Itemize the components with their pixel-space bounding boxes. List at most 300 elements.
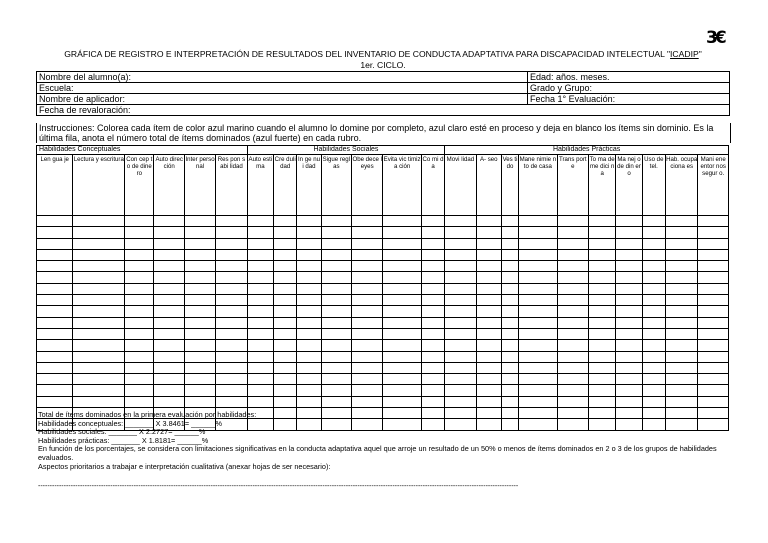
grid-cell[interactable] bbox=[665, 362, 697, 373]
grid-cell[interactable] bbox=[352, 306, 383, 317]
applicator-field[interactable]: Nombre de aplicador: bbox=[37, 94, 528, 105]
grid-cell[interactable] bbox=[216, 238, 247, 249]
grid-cell[interactable] bbox=[642, 249, 665, 260]
grid-cell[interactable] bbox=[665, 261, 697, 272]
grid-cell[interactable] bbox=[184, 249, 215, 260]
grid-cell[interactable] bbox=[476, 216, 501, 227]
grid-cell[interactable] bbox=[642, 351, 665, 362]
grid-cell[interactable] bbox=[421, 362, 444, 373]
answer-line[interactable]: -------------------------------------------------------------------------------------------------------------------------------------------------------------------------------------------------------------- bbox=[38, 483, 519, 490]
grid-cell[interactable] bbox=[665, 238, 697, 249]
grid-cell[interactable] bbox=[519, 216, 557, 227]
grid-cell[interactable] bbox=[557, 374, 588, 385]
grid-cell[interactable] bbox=[154, 317, 184, 328]
grid-cell[interactable] bbox=[589, 396, 616, 407]
grid-cell[interactable] bbox=[642, 396, 665, 407]
grid-cell[interactable] bbox=[616, 328, 642, 339]
grid-cell[interactable] bbox=[297, 227, 321, 238]
grid-cell[interactable] bbox=[383, 385, 421, 396]
grid-cell[interactable] bbox=[501, 283, 518, 294]
grid-cell[interactable] bbox=[184, 328, 215, 339]
grid-cell[interactable] bbox=[501, 317, 518, 328]
grid-cell[interactable] bbox=[274, 340, 297, 351]
grid-cell[interactable] bbox=[247, 374, 273, 385]
grid-cell[interactable] bbox=[476, 249, 501, 260]
grid-cell[interactable] bbox=[501, 374, 518, 385]
grid-cell[interactable] bbox=[73, 238, 125, 249]
grid-cell[interactable] bbox=[642, 261, 665, 272]
grid-cell[interactable] bbox=[421, 238, 444, 249]
grid-cell[interactable] bbox=[557, 340, 588, 351]
grid-cell[interactable] bbox=[642, 227, 665, 238]
grid-cell[interactable] bbox=[501, 306, 518, 317]
grid-cell[interactable] bbox=[383, 272, 421, 283]
grid-cell[interactable] bbox=[37, 295, 73, 306]
grid-cell[interactable] bbox=[557, 385, 588, 396]
grid-cell[interactable] bbox=[274, 374, 297, 385]
grid-cell[interactable] bbox=[297, 238, 321, 249]
grid-cell[interactable] bbox=[247, 351, 273, 362]
grade-group-field[interactable]: Grado y Grupo: bbox=[528, 83, 730, 94]
grid-cell[interactable] bbox=[297, 216, 321, 227]
grid-cell[interactable] bbox=[154, 249, 184, 260]
grid-cell[interactable] bbox=[519, 351, 557, 362]
grid-cell[interactable] bbox=[519, 362, 557, 373]
grid-cell[interactable] bbox=[698, 374, 729, 385]
grid-cell[interactable] bbox=[216, 340, 247, 351]
grid-cell[interactable] bbox=[557, 362, 588, 373]
grid-cell[interactable] bbox=[73, 261, 125, 272]
grid-cell[interactable] bbox=[616, 272, 642, 283]
grid-cell[interactable] bbox=[352, 238, 383, 249]
grid-cell[interactable] bbox=[125, 362, 154, 373]
grid-cell[interactable] bbox=[125, 351, 154, 362]
grid-cell[interactable] bbox=[73, 306, 125, 317]
grid-cell[interactable] bbox=[297, 283, 321, 294]
grid-cell[interactable] bbox=[125, 385, 154, 396]
grid-cell[interactable] bbox=[476, 362, 501, 373]
grid-cell[interactable] bbox=[557, 261, 588, 272]
grid-cell[interactable] bbox=[589, 249, 616, 260]
grid-cell[interactable] bbox=[247, 272, 273, 283]
grid-cell[interactable] bbox=[519, 283, 557, 294]
grid-cell[interactable] bbox=[589, 272, 616, 283]
grid-cell[interactable] bbox=[352, 227, 383, 238]
grid-cell[interactable] bbox=[352, 283, 383, 294]
grid-cell[interactable] bbox=[421, 351, 444, 362]
grid-cell[interactable] bbox=[642, 216, 665, 227]
grid-cell[interactable] bbox=[184, 216, 215, 227]
grid-cell[interactable] bbox=[216, 351, 247, 362]
grid-cell[interactable] bbox=[557, 328, 588, 339]
grid-cell[interactable] bbox=[274, 249, 297, 260]
grid-cell[interactable] bbox=[73, 362, 125, 373]
grid-cell[interactable] bbox=[37, 238, 73, 249]
grid-cell[interactable] bbox=[297, 261, 321, 272]
grid-cell[interactable] bbox=[589, 385, 616, 396]
grid-cell[interactable] bbox=[274, 351, 297, 362]
grid-cell[interactable] bbox=[321, 261, 351, 272]
grid-cell[interactable] bbox=[665, 328, 697, 339]
grid-cell[interactable] bbox=[698, 261, 729, 272]
grid-cell[interactable] bbox=[216, 306, 247, 317]
grid-cell[interactable] bbox=[557, 306, 588, 317]
grid-cell[interactable] bbox=[274, 317, 297, 328]
grid-cell[interactable] bbox=[73, 317, 125, 328]
grid-cell[interactable] bbox=[321, 396, 351, 407]
grid-cell[interactable] bbox=[321, 216, 351, 227]
grid-cell[interactable] bbox=[445, 283, 476, 294]
grid-cell[interactable] bbox=[421, 295, 444, 306]
grid-cell[interactable] bbox=[476, 328, 501, 339]
grid-cell[interactable] bbox=[216, 396, 247, 407]
grid-cell[interactable] bbox=[616, 216, 642, 227]
grid-cell[interactable] bbox=[184, 362, 215, 373]
grid-cell[interactable] bbox=[73, 374, 125, 385]
grid-cell[interactable] bbox=[383, 227, 421, 238]
grid-cell[interactable] bbox=[154, 306, 184, 317]
grid-cell[interactable] bbox=[154, 340, 184, 351]
grid-cell[interactable] bbox=[184, 295, 215, 306]
grid-cell[interactable] bbox=[501, 227, 518, 238]
grid-cell[interactable] bbox=[616, 340, 642, 351]
grid-cell[interactable] bbox=[37, 374, 73, 385]
grid-cell[interactable] bbox=[383, 362, 421, 373]
grid-cell[interactable] bbox=[665, 396, 697, 407]
grid-cell[interactable] bbox=[184, 283, 215, 294]
grid-cell[interactable] bbox=[421, 249, 444, 260]
grid-cell[interactable] bbox=[37, 283, 73, 294]
grid-cell[interactable] bbox=[642, 362, 665, 373]
grid-cell[interactable] bbox=[125, 317, 154, 328]
grid-cell[interactable] bbox=[698, 227, 729, 238]
grid-cell[interactable] bbox=[501, 351, 518, 362]
grid-cell[interactable] bbox=[184, 272, 215, 283]
grid-cell[interactable] bbox=[519, 374, 557, 385]
social-calc[interactable]: Habilidades sociales: _______ X 2.2727= ______% bbox=[38, 427, 206, 437]
grid-cell[interactable] bbox=[501, 238, 518, 249]
grid-cell[interactable] bbox=[125, 249, 154, 260]
grid-cell[interactable] bbox=[476, 306, 501, 317]
grid-cell[interactable] bbox=[476, 295, 501, 306]
grid-cell[interactable] bbox=[297, 351, 321, 362]
grid-cell[interactable] bbox=[665, 272, 697, 283]
grid-cell[interactable] bbox=[125, 295, 154, 306]
grid-cell[interactable] bbox=[616, 238, 642, 249]
grid-cell[interactable] bbox=[445, 351, 476, 362]
grid-cell[interactable] bbox=[421, 283, 444, 294]
grid-cell[interactable] bbox=[383, 261, 421, 272]
grid-cell[interactable] bbox=[352, 362, 383, 373]
grid-cell[interactable] bbox=[557, 295, 588, 306]
grid-cell[interactable] bbox=[421, 340, 444, 351]
grid-cell[interactable] bbox=[445, 306, 476, 317]
grid-cell[interactable] bbox=[216, 317, 247, 328]
grid-cell[interactable] bbox=[445, 216, 476, 227]
grid-cell[interactable] bbox=[557, 351, 588, 362]
grid-cell[interactable] bbox=[154, 328, 184, 339]
grid-cell[interactable] bbox=[589, 306, 616, 317]
grid-cell[interactable] bbox=[184, 385, 215, 396]
grid-cell[interactable] bbox=[216, 283, 247, 294]
grid-cell[interactable] bbox=[616, 295, 642, 306]
grid-cell[interactable] bbox=[125, 227, 154, 238]
grid-cell[interactable] bbox=[352, 295, 383, 306]
grid-cell[interactable] bbox=[216, 272, 247, 283]
grid-cell[interactable] bbox=[297, 317, 321, 328]
grid-cell[interactable] bbox=[557, 317, 588, 328]
grid-cell[interactable] bbox=[476, 340, 501, 351]
grid-cell[interactable] bbox=[274, 227, 297, 238]
grid-cell[interactable] bbox=[321, 306, 351, 317]
grid-cell[interactable] bbox=[216, 216, 247, 227]
grid-cell[interactable] bbox=[216, 385, 247, 396]
grid-cell[interactable] bbox=[616, 261, 642, 272]
grid-cell[interactable] bbox=[421, 317, 444, 328]
grid-cell[interactable] bbox=[274, 385, 297, 396]
grid-cell[interactable] bbox=[383, 351, 421, 362]
grid-cell[interactable] bbox=[297, 385, 321, 396]
grid-cell[interactable] bbox=[476, 317, 501, 328]
grid-cell[interactable] bbox=[352, 351, 383, 362]
grid-cell[interactable] bbox=[297, 362, 321, 373]
grid-cell[interactable] bbox=[154, 216, 184, 227]
grid-cell[interactable] bbox=[321, 385, 351, 396]
grid-cell[interactable] bbox=[154, 396, 184, 407]
grid-cell[interactable] bbox=[445, 249, 476, 260]
grid-cell[interactable] bbox=[421, 385, 444, 396]
grid-cell[interactable] bbox=[445, 328, 476, 339]
grid-cell[interactable] bbox=[321, 351, 351, 362]
grid-cell[interactable] bbox=[501, 328, 518, 339]
grid-cell[interactable] bbox=[154, 385, 184, 396]
grid-cell[interactable] bbox=[37, 362, 73, 373]
grid-cell[interactable] bbox=[642, 340, 665, 351]
grid-cell[interactable] bbox=[274, 283, 297, 294]
grid-cell[interactable] bbox=[125, 238, 154, 249]
grid-cell[interactable] bbox=[125, 396, 154, 407]
grid-cell[interactable] bbox=[247, 362, 273, 373]
grid-cell[interactable] bbox=[321, 340, 351, 351]
grid-cell[interactable] bbox=[274, 306, 297, 317]
grid-cell[interactable] bbox=[184, 351, 215, 362]
grid-cell[interactable] bbox=[501, 261, 518, 272]
grid-cell[interactable] bbox=[421, 396, 444, 407]
grid-cell[interactable] bbox=[665, 249, 697, 260]
grid-cell[interactable] bbox=[125, 328, 154, 339]
grid-cell[interactable] bbox=[589, 362, 616, 373]
grid-cell[interactable] bbox=[519, 272, 557, 283]
grid-cell[interactable] bbox=[501, 340, 518, 351]
grid-cell[interactable] bbox=[383, 295, 421, 306]
grid-cell[interactable] bbox=[476, 238, 501, 249]
grid-cell[interactable] bbox=[445, 374, 476, 385]
grid-cell[interactable] bbox=[37, 328, 73, 339]
grid-cell[interactable] bbox=[247, 385, 273, 396]
grid-cell[interactable] bbox=[665, 295, 697, 306]
student-name-field[interactable]: Nombre del alumno(a): bbox=[37, 72, 528, 83]
grid-cell[interactable] bbox=[352, 385, 383, 396]
grid-cell[interactable] bbox=[73, 351, 125, 362]
grid-cell[interactable] bbox=[698, 340, 729, 351]
grid-cell[interactable] bbox=[519, 317, 557, 328]
grid-cell[interactable] bbox=[501, 396, 518, 407]
grid-cell[interactable] bbox=[383, 317, 421, 328]
grid-cell[interactable] bbox=[501, 216, 518, 227]
grid-cell[interactable] bbox=[616, 396, 642, 407]
grid-cell[interactable] bbox=[297, 272, 321, 283]
grid-cell[interactable] bbox=[321, 317, 351, 328]
grid-cell[interactable] bbox=[321, 249, 351, 260]
grid-cell[interactable] bbox=[665, 351, 697, 362]
grid-cell[interactable] bbox=[589, 261, 616, 272]
school-field[interactable]: Escuela: bbox=[37, 83, 528, 94]
grid-cell[interactable] bbox=[352, 216, 383, 227]
grid-cell[interactable] bbox=[589, 351, 616, 362]
grid-cell[interactable] bbox=[383, 249, 421, 260]
grid-cell[interactable] bbox=[125, 272, 154, 283]
grid-cell[interactable] bbox=[445, 238, 476, 249]
grid-cell[interactable] bbox=[616, 374, 642, 385]
grid-cell[interactable] bbox=[247, 340, 273, 351]
grid-cell[interactable] bbox=[698, 238, 729, 249]
grid-cell[interactable] bbox=[37, 385, 73, 396]
grid-cell[interactable] bbox=[665, 227, 697, 238]
grid-cell[interactable] bbox=[297, 374, 321, 385]
grid-cell[interactable] bbox=[383, 340, 421, 351]
grid-cell[interactable] bbox=[589, 374, 616, 385]
grid-cell[interactable] bbox=[642, 272, 665, 283]
grid-cell[interactable] bbox=[476, 351, 501, 362]
grid-cell[interactable] bbox=[642, 385, 665, 396]
grid-cell[interactable] bbox=[274, 238, 297, 249]
grid-cell[interactable] bbox=[274, 261, 297, 272]
grid-cell[interactable] bbox=[642, 317, 665, 328]
grid-cell[interactable] bbox=[519, 306, 557, 317]
grid-cell[interactable] bbox=[445, 385, 476, 396]
grid-cell[interactable] bbox=[37, 317, 73, 328]
grid-cell[interactable] bbox=[589, 295, 616, 306]
grid-cell[interactable] bbox=[557, 216, 588, 227]
grid-cell[interactable] bbox=[383, 306, 421, 317]
grid-cell[interactable] bbox=[665, 340, 697, 351]
grid-cell[interactable] bbox=[445, 295, 476, 306]
grid-cell[interactable] bbox=[73, 249, 125, 260]
grid-cell[interactable] bbox=[184, 306, 215, 317]
grid-cell[interactable] bbox=[154, 283, 184, 294]
grid-cell[interactable] bbox=[154, 238, 184, 249]
grid-cell[interactable] bbox=[297, 306, 321, 317]
grid-cell[interactable] bbox=[274, 295, 297, 306]
grid-cell[interactable] bbox=[476, 227, 501, 238]
grid-cell[interactable] bbox=[642, 283, 665, 294]
grid-cell[interactable] bbox=[519, 227, 557, 238]
grid-cell[interactable] bbox=[616, 283, 642, 294]
grid-cell[interactable] bbox=[519, 328, 557, 339]
grid-cell[interactable] bbox=[642, 374, 665, 385]
grid-cell[interactable] bbox=[37, 249, 73, 260]
grid-cell[interactable] bbox=[557, 249, 588, 260]
grid-cell[interactable] bbox=[476, 272, 501, 283]
grid-cell[interactable] bbox=[37, 351, 73, 362]
grid-cell[interactable] bbox=[557, 396, 588, 407]
grid-cell[interactable] bbox=[501, 385, 518, 396]
grid-cell[interactable] bbox=[476, 396, 501, 407]
grid-cell[interactable] bbox=[519, 238, 557, 249]
grid-cell[interactable] bbox=[352, 272, 383, 283]
grid-cell[interactable] bbox=[501, 272, 518, 283]
grid-cell[interactable] bbox=[125, 261, 154, 272]
grid-cell[interactable] bbox=[297, 340, 321, 351]
grid-cell[interactable] bbox=[321, 272, 351, 283]
grid-cell[interactable] bbox=[154, 295, 184, 306]
grid-cell[interactable] bbox=[297, 328, 321, 339]
grid-cell[interactable] bbox=[642, 238, 665, 249]
grid-cell[interactable] bbox=[297, 295, 321, 306]
grid-cell[interactable] bbox=[698, 295, 729, 306]
grid-cell[interactable] bbox=[383, 374, 421, 385]
grid-cell[interactable] bbox=[445, 227, 476, 238]
grid-cell[interactable] bbox=[642, 328, 665, 339]
grid-cell[interactable] bbox=[321, 328, 351, 339]
grid-cell[interactable] bbox=[154, 351, 184, 362]
grid-cell[interactable] bbox=[589, 227, 616, 238]
grid-cell[interactable] bbox=[421, 227, 444, 238]
grid-cell[interactable] bbox=[698, 272, 729, 283]
grid-cell[interactable] bbox=[37, 306, 73, 317]
grid-cell[interactable] bbox=[698, 317, 729, 328]
grid-cell[interactable] bbox=[519, 249, 557, 260]
grid-cell[interactable] bbox=[321, 374, 351, 385]
grid-cell[interactable] bbox=[665, 283, 697, 294]
grid-cell[interactable] bbox=[125, 216, 154, 227]
grid-cell[interactable] bbox=[421, 306, 444, 317]
grid-cell[interactable] bbox=[125, 340, 154, 351]
grid-cell[interactable] bbox=[247, 283, 273, 294]
grid-cell[interactable] bbox=[125, 283, 154, 294]
grid-cell[interactable] bbox=[274, 328, 297, 339]
grid-cell[interactable] bbox=[698, 328, 729, 339]
grid-cell[interactable] bbox=[73, 340, 125, 351]
conceptual-calc[interactable]: Habilidades conceptuales: _______ X 3.8461= ______% bbox=[38, 418, 222, 428]
grid-cell[interactable] bbox=[665, 306, 697, 317]
grid-cell[interactable] bbox=[698, 283, 729, 294]
grid-cell[interactable] bbox=[589, 283, 616, 294]
grid-cell[interactable] bbox=[321, 227, 351, 238]
grid-cell[interactable] bbox=[616, 385, 642, 396]
grid-cell[interactable] bbox=[184, 396, 215, 407]
grid-cell[interactable] bbox=[37, 227, 73, 238]
grid-cell[interactable] bbox=[445, 272, 476, 283]
grid-cell[interactable] bbox=[154, 261, 184, 272]
grid-cell[interactable] bbox=[445, 317, 476, 328]
grid-cell[interactable] bbox=[184, 340, 215, 351]
grid-cell[interactable] bbox=[247, 396, 273, 407]
grid-cell[interactable] bbox=[73, 328, 125, 339]
grid-cell[interactable] bbox=[665, 385, 697, 396]
grid-cell[interactable] bbox=[589, 317, 616, 328]
grid-cell[interactable] bbox=[154, 227, 184, 238]
grid-cell[interactable] bbox=[665, 216, 697, 227]
grid-cell[interactable] bbox=[216, 374, 247, 385]
grid-cell[interactable] bbox=[589, 340, 616, 351]
grid-cell[interactable] bbox=[352, 396, 383, 407]
grid-cell[interactable] bbox=[73, 283, 125, 294]
grid-cell[interactable] bbox=[665, 317, 697, 328]
grid-cell[interactable] bbox=[557, 283, 588, 294]
grid-cell[interactable] bbox=[247, 216, 273, 227]
grid-cell[interactable] bbox=[247, 261, 273, 272]
